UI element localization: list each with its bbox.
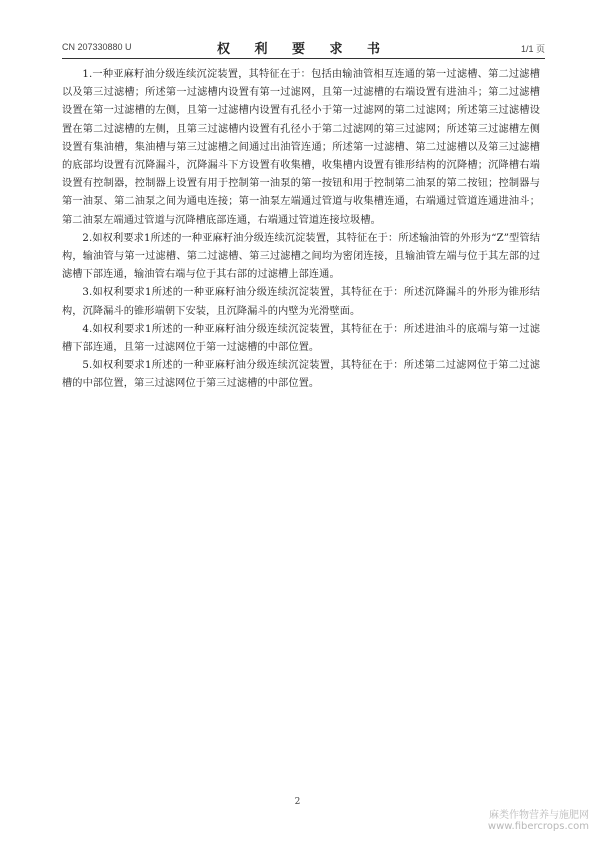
page-number: 2 xyxy=(294,797,301,807)
claim-4: 4.如权利要求1所述的一种亚麻籽油分级连续沉淀装置，其特征在于：所述进油斗的底端与第一过滤槽下部连通，且第一过滤网位于第一过滤槽的中部位置。 xyxy=(62,323,540,354)
claim-3: 3.如权利要求1所述的一种亚麻籽油分级连续沉淀装置，其特征在于：所述沉降漏斗的外形为锥形结构，沉降漏斗的锥形端朝下安装，且沉降漏斗的内壁为光滑壁面。 xyxy=(62,287,540,317)
publication-number: CN 207330880 U xyxy=(62,42,132,52)
document-title: 权 利 要 求 书 xyxy=(216,42,391,57)
watermark-site-name: 麻类作物营养与施肥网 xyxy=(489,810,589,821)
page-indicator: 1/1 页 xyxy=(520,44,545,54)
claim-5: 5.如权利要求1所述的一种亚麻籽油分级连续沉淀装置，其特征在于：所述第二过滤网位于第二过滤槽的中部位置，第三过滤网位于第三过滤槽的中部位置。 xyxy=(62,360,540,390)
header-divider xyxy=(62,58,545,59)
claim-1: 1.一种亚麻籽油分级连续沉淀装置，其特征在于：包括由输油管相互连通的第一过滤槽、第二过滤槽以及第三过滤槽；所述第一过滤槽内设置有第一过滤网，且第一过滤槽的右端设置有进油斗；第二过滤槽设置在第一过滤槽的左侧，且第一过滤槽内设置有孔径小于第一过滤网的第二过滤网；所述第三过滤槽设置在第二过滤槽的左侧，且第三过滤槽内设置有孔径小于第二过滤网的第三过滤网；所述第三过滤槽左侧设置有集油槽，集油槽与第三过滤槽之间通过出油管连通；所述第一过滤槽、第二过滤槽以及第三过滤槽的底部均设置有沉降漏斗，沉降漏斗下方设置有收集槽，收集槽内设置有锥形结构的沉降槽；沉降槽右端设置有控制器，控制器上设置有用于控制第一油泵的第一按钮和用于控制第二油泵的第二按钮；控制器与第一油泵、第二油泵之间为通电连接；第一油泵左端通过管道与收集槽连通，右端通过管道连通进油斗；第二油泵左端通过管道与沉降槽底部连通，右端通过管道连接垃圾槽。 xyxy=(62,69,540,226)
watermark-url: www.fibercrops.com xyxy=(487,821,589,832)
watermark xyxy=(439,806,589,832)
document-header xyxy=(62,38,545,57)
claim-2: 2.如权利要求1所述的一种亚麻籽油分级连续沉淀装置，其特征在于：所述输油管的外形为“Z”型管结构，输油管与第一过滤槽、第二过滤槽、第三过滤槽之间均为密闭连接，且输油管左端与位于其左部的过滤槽下部连通，输油管右端与位于其右部的过滤槽上部连通。 xyxy=(62,232,540,281)
claims-section xyxy=(62,66,540,394)
